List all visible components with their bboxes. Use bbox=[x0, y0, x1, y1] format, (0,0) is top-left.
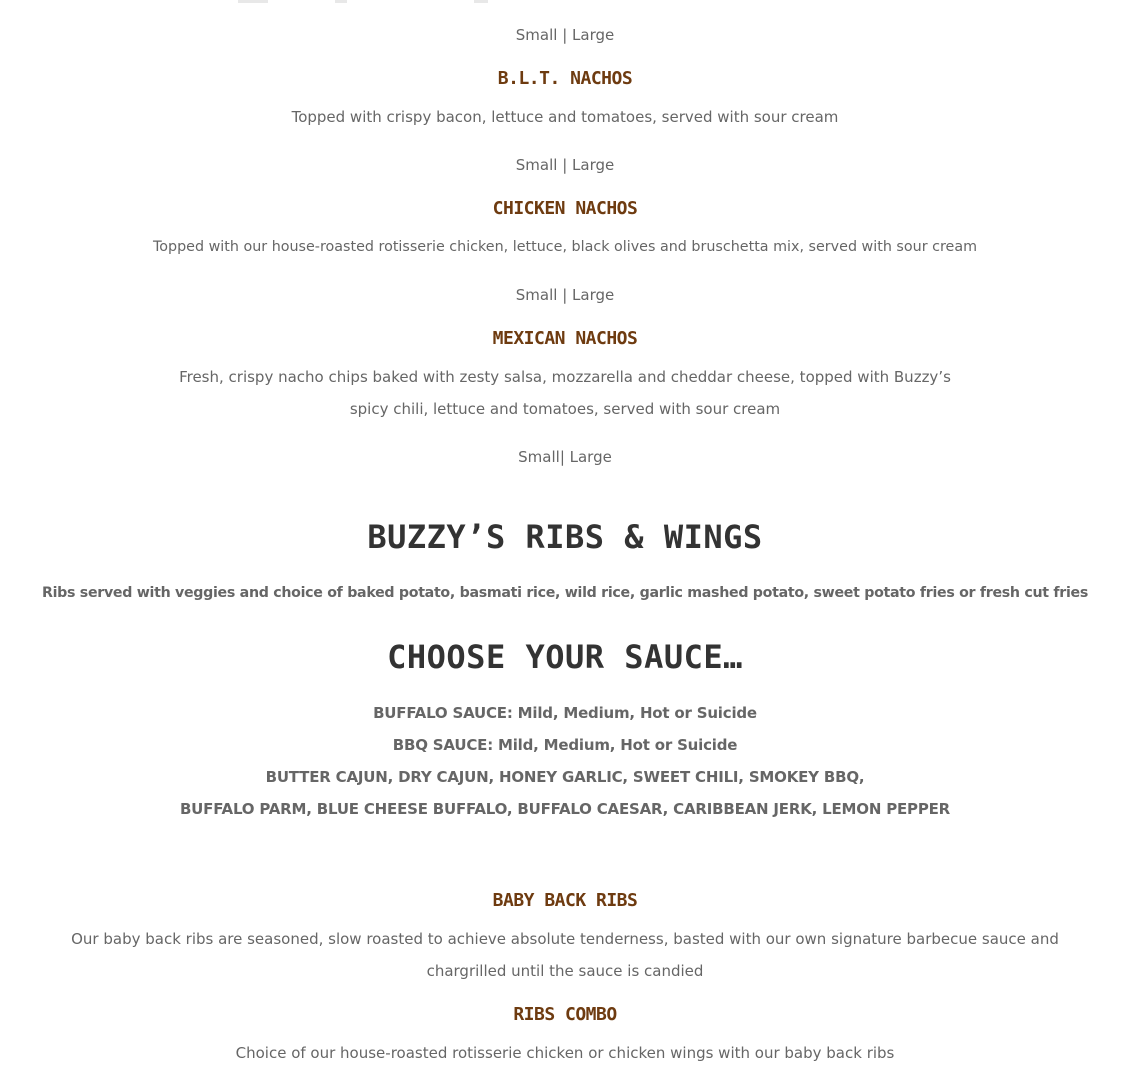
cropped-text-fragment bbox=[238, 0, 268, 3]
section-heading-choose-sauce: CHOOSE YOUR SAUCE… bbox=[387, 638, 743, 676]
cropped-text-fragment bbox=[335, 0, 347, 3]
item-title-baby-back-ribs: BABY BACK RIBS bbox=[492, 890, 638, 911]
sauce-line-flavours-1: BUTTER CAJUN, DRY CAJUN, HONEY GARLIC, SWEET CHILI, SMOKEY BBQ, bbox=[265, 768, 865, 786]
sauce-line-bbq: BBQ SAUCE: Mild, Medium, Hot or Suicide bbox=[392, 736, 738, 754]
item-description-baby-back-ribs-line-2: chargrilled until the sauce is candied bbox=[426, 962, 704, 980]
cropped-text-fragment bbox=[474, 0, 488, 3]
item-description-baby-back-ribs-line-1: Our baby back ribs are seasoned, slow roasted to achieve absolute tenderness, basted with our own signature barbecue sauce and bbox=[71, 930, 1059, 948]
item-sizes-blt-nachos: Small | Large bbox=[515, 156, 615, 174]
item-sizes-mexican-nachos: Small| Large bbox=[518, 448, 612, 466]
section-heading-ribs-wings: BUZZY’S RIBS & WINGS bbox=[367, 518, 763, 556]
item-description-mexican-nachos-line-2: spicy chili, lettuce and tomatoes, served with sour cream bbox=[349, 400, 781, 418]
sauce-line-flavours-2: BUFFALO PARM, BLUE CHEESE BUFFALO, BUFFALO CAESAR, CARIBBEAN JERK, LEMON PEPPER bbox=[179, 800, 951, 818]
item-title-ribs-combo: RIBS COMBO bbox=[513, 1004, 617, 1025]
top-item-sizes: Small | Large bbox=[515, 26, 615, 44]
item-description-ribs-combo: Choice of our house-roasted rotisserie chicken or chicken wings with our baby back ribs bbox=[235, 1044, 895, 1062]
item-description-blt-nachos: Topped with crispy bacon, lettuce and tomatoes, served with sour cream bbox=[291, 108, 839, 126]
item-title-mexican-nachos: MEXICAN NACHOS bbox=[492, 328, 638, 349]
item-sizes-chicken-nachos: Small | Large bbox=[515, 286, 615, 304]
item-title-blt-nachos: B.L.T. NACHOS bbox=[497, 68, 633, 89]
ribs-sides-note: Ribs served with veggies and choice of baked potato, basmati rice, wild rice, garlic mashed potato, sweet potato fries or fresh cut fries bbox=[41, 585, 1089, 601]
item-description-mexican-nachos-line-1: Fresh, crispy nacho chips baked with zesty salsa, mozzarella and cheddar cheese, topped with Buzzy’s bbox=[179, 368, 951, 386]
item-description-chicken-nachos: Topped with our house-roasted rotisserie chicken, lettuce, black olives and bruschetta mix, served with sour cream bbox=[152, 239, 978, 255]
item-title-chicken-nachos: CHICKEN NACHOS bbox=[492, 198, 638, 219]
sauce-line-buffalo: BUFFALO SAUCE: Mild, Medium, Hot or Suicide bbox=[373, 704, 757, 722]
